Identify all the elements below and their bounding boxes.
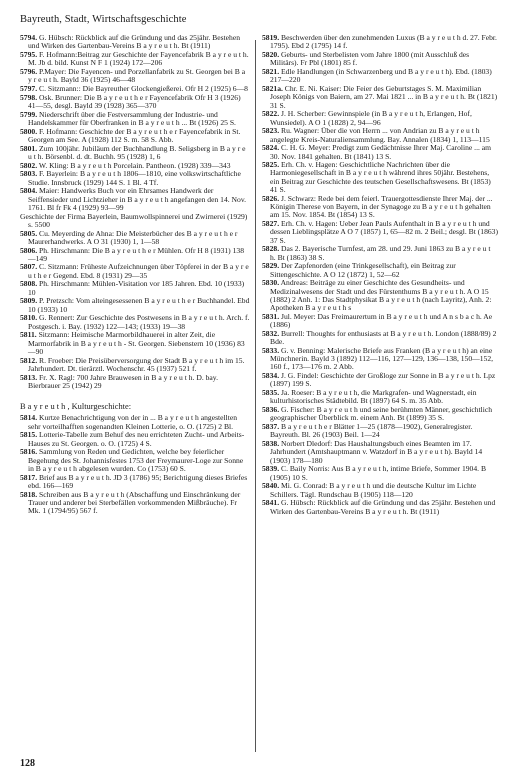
bibliography-entry <box>262 279 498 312</box>
entry-text: Erh. Ch. v. Hagen: Geschichtliche Nachrichten über die Harmoniegesellschaft in B a y r e u t h während ihres 50jähr. Bestehens, ein Beitrag zur Geschichte des teutschen Gesellschaftswesens. Bt (1853) 41 S. <box>270 160 491 195</box>
entry-number: 5834. <box>262 371 280 381</box>
entry-number: 5841. <box>262 498 280 508</box>
bibliography-entry <box>20 128 250 145</box>
entry-number: 5807. <box>20 262 38 272</box>
bibliography-entry <box>20 448 250 473</box>
entry-number: 5803. <box>20 169 38 179</box>
bibliography-entry <box>20 491 250 516</box>
entry-number: 5818. <box>20 489 38 499</box>
bibliography-entry <box>262 423 498 440</box>
entry-text: Beschwerden über den zunehmenden Luxus (B a y r e u t h d. 27. Febr. 1795). Ebd 2 (1795) 14 f. <box>270 33 497 51</box>
bibliography-entry <box>20 263 250 280</box>
entry-number: 5835. <box>262 388 280 398</box>
entry-text: C. Baily Norris: Aus B a y r e u t h, intime Briefe, Sommer 1904. B (1905) 10 S. <box>270 464 487 482</box>
entry-text: J. Schwarz: Rede bei dem feierl. Trauergottesdienste Ihrer Maj. der ... Königin Therese von Bayern, in der Synagoge zu B a y r e u t h gehalten am 15. Nov. 1854. Bt (1854) 13 S. <box>270 193 493 220</box>
entry-text: Geschichte der Firma Bayerlein, Baumwollspinnerei und Zwirnerei (1929) s. 5500 <box>20 211 248 229</box>
bibliography-entry <box>262 245 498 262</box>
entry-text: Erh. Ch. v. Hagen: Ueber Jean Pauls Aufenthalt in B a y r e u t h und dessen Lieblingsplätze A O 7 (1857) 1, 65—82 m. 2 Beil.; desgl. Bt (1863) 37 S. <box>270 219 498 245</box>
bibliography-entry <box>20 474 250 491</box>
entry-text: Edle Handlungen (in Schwarzenberg und B a y r e u t h). Ebd. (1803) 217—220 <box>270 66 492 85</box>
entry-number: 5799. <box>20 109 38 119</box>
bibliography-entry <box>262 406 498 423</box>
bibliography-entry <box>262 465 498 482</box>
bibliography-entry <box>262 330 498 347</box>
bibliography-entry <box>20 247 250 264</box>
bibliography-entry <box>20 68 250 85</box>
entry-number: 5802. <box>20 160 38 170</box>
bibliography-entry <box>20 145 250 162</box>
bibliography-entry <box>262 440 498 465</box>
entry-text: Chr. E. Ni. Kaiser: Die Feier des Geburtstages S. M. Maximilian Joseph Königs von Baiern, am 27. Mai 1821 ... in B a y r e u t h. Bt (1821) 31 S. <box>270 83 498 110</box>
left-entries-economic <box>20 34 250 390</box>
entry-text: Cu. Meyerding de Ahna: Die Meisterbücher des B a y r e u t h e r Maurerhandwerks. A O 31 (1930) 1, 1—58 <box>28 228 238 246</box>
entry-text: Schreiben aus B a y r e u t h (Abschaffung und Einschränkung der Trauer und anderer bei Sterbefällen vorkommenden Mißbräuche). Fr Mk. 1 (1794/95) 567 f. <box>28 489 241 516</box>
entry-number: 5810. <box>20 313 38 323</box>
entry-number: 5838. <box>262 439 280 449</box>
entry-text: G. Fischer: B a y r e u t h und seine berühmten Männer, geschichtlich geographischer Überblick m. einem Anh. Bt (1899) 35 S. <box>270 405 493 423</box>
entry-text: J. H. Scherber: Gewinnspiele (in B a y r e u t h, Erlangen, Hof, Wunsiedel). A O 1 (1828) 2, 94—96 <box>270 109 472 127</box>
bibliography-entry <box>262 220 498 245</box>
section-heading: B a y r e u t h , Kulturgeschichte: <box>20 402 132 412</box>
entry-text: Sammlung von Reden und Gedichten, welche bey feierlicher Begehung des St. Johannisfestes 1753 der Freymaurer-Loge zur Sonne in B a y r e u t h abgelesen wurden. Co (1753) 60 S. <box>28 447 244 473</box>
entry-number: 5829. <box>262 261 280 271</box>
entry-number: 5806. <box>20 245 38 255</box>
right-entries <box>262 34 498 516</box>
entry-text: Zum 100jähr. Jubiläum der Buchhandlung B. Seligsberg in B a y r e u t h. Börsenbl. d. dt. Buchh. 95 (1928) 1, 6 <box>28 143 246 161</box>
entry-number: 5815. <box>20 430 38 440</box>
entry-text: Maier: Handwerks Buch vor ein Ehrsames Handwerk der Seiffensieder und Lichtzieher in B a y r e u t h angefangen den 14. Nov. 1761. Bl fr Fk 4 (1929) 93—99 <box>28 186 247 212</box>
entry-text: Sitzmann: Heimische Marmorbildhauerei in alter Zeit, die Marmorfabrik in B a y r e u t h - St. Georgen. Siebenstern 10 (1936) 83—90 <box>28 330 245 357</box>
entry-text: J. G. Findel: Geschichte der Großloge zur Sonne in B a y r e u t h. Lpz (1897) 199 S. <box>270 371 496 389</box>
left-entries-cultural <box>20 414 250 515</box>
bibliography-entry <box>20 374 250 391</box>
bibliography-entry <box>20 230 250 247</box>
entry-number: 5794. <box>20 33 38 42</box>
bibliography-entry <box>262 482 498 499</box>
page-number: 128 <box>20 758 35 769</box>
entry-text: C. Sitzmann: Früheste Aufzeichnungen über Töpferei in der B a y r e u t h e r Gegend. Ebd. 8 (1931) 29—35 <box>28 262 249 280</box>
bibliography-entry <box>262 68 498 85</box>
bibliography-entry <box>20 111 250 128</box>
entry-text: R. Froeber: Die Preisüberversorgung der Stadt B a y r e u t h im 15. Jahrhundert. Dt. tierärztl. Wochenschr. 45 (1937) 521 f. <box>28 355 245 373</box>
bibliography-entry <box>20 357 250 374</box>
entry-text: Lotterie-Tabelle zum Behuf des neu errichteten Zucht- und Arbeits-Hauses zu St. Georgen. o. O. (1725) 4 S. <box>28 430 245 448</box>
entry-text: G. Hübsch: Rückblick auf die Gründung und das 25jähr. Bestehen und Wirken des Gartenbau-Vereins B a y r e u t h. Bt (1911) <box>28 33 240 51</box>
entry-number: 5819. <box>262 33 280 42</box>
entry-text: Mi. G. Conrad: B a y r e u t h und die deutsche Kultur im Lichte Schillers. Tägl. Rundschau B (1905) 118—120 <box>270 481 477 499</box>
bibliography-entry <box>262 313 498 330</box>
entry-number: 5832. <box>262 328 280 338</box>
entry-number: 5837. <box>262 422 280 432</box>
bibliography-entry <box>20 34 250 51</box>
entry-number: 5805. <box>20 228 38 238</box>
entry-number: 5839. <box>262 464 280 474</box>
bibliography-entry <box>262 262 498 279</box>
entry-text: Geburts- und Sterbelisten vom Jahre 1800 (mit Ausschluß des Militärs). Fr Pbl (1801) 85 f. <box>270 49 470 68</box>
bibliography-entry <box>20 280 250 297</box>
bibliography-entry <box>262 110 498 127</box>
entry-number: 5804. <box>20 186 38 196</box>
entry-text: C. Sitzmann:: Die Bayreuther Glockengießerei. Ofr H 2 (1925) 6—8 <box>39 83 248 93</box>
entry-text: G. Hübsch: Rückblick auf die Gründung und das 25jähr. Bestehen und Wirken des Gartenbau-Vereins B a y r e u t h. Bt (1911) <box>270 498 496 516</box>
entry-text: B a y r e u t h e r Blätter 1—25 (1878—1902), Generalregister. Bayreuth. Bl. 26 (1903) Beil. 1—24 <box>270 422 473 440</box>
bibliography-entry <box>262 127 498 144</box>
entry-text: Brief aus B a y r e u t h. JD 3 (1786) 95; Berichtigung dieses Briefes ebd. 166—169 <box>28 472 248 490</box>
bibliography-entry <box>262 144 498 161</box>
entry-text: G. v. Benning: Malerische Briefe aus Franken (B a y r e u t h) an eine Münchnerin. Bayld 3 (1892) 112—116, 127—129, 136—138, 150—152, 160 f., 173—176 m. 2 Abb. <box>270 345 494 372</box>
entry-text: C. H. G. Meyer: Predigt zum Gedächtnisse Ihrer Maj. Caroline ... am 30. Nov. 1841 gehalten. Bt (1841) 13 S. <box>270 143 492 161</box>
entry-number: 5840. <box>262 481 280 491</box>
entry-number: 5823. <box>262 126 280 136</box>
entry-number: 5801. <box>20 143 38 153</box>
entry-number: 5809. <box>20 296 38 306</box>
entry-text: W. Kling: B a y r e u t h Porcelain. Pantheon. (1928) 339—343 <box>38 160 231 170</box>
entry-number: 5816. <box>20 447 38 457</box>
left-column <box>20 34 250 516</box>
entry-number: 5827. <box>262 219 280 229</box>
bibliography-entry <box>20 51 250 68</box>
entry-number: 5821a. <box>262 83 283 93</box>
bibliography-entry <box>20 414 250 431</box>
bibliography-entry <box>20 170 250 187</box>
entry-number: 5822. <box>262 109 280 119</box>
bibliography-entry <box>262 347 498 372</box>
entry-text: Osk. Brunner: Die B a y r e u t h e r Fayencefabrik Ofr H 3 (1926) 41—55, desgl. Bayld 39 (1928) 365—370 <box>28 92 241 110</box>
bibliography-entry <box>20 213 250 230</box>
bibliography-entry <box>20 431 250 448</box>
entry-text: Ru. Wagner: Über die von Herrn ... von Andrian zu B a y r e u t h angelegte Kreis-Naturaliensammlung. Bay. Annalen (1834) 1, 113—115 <box>270 126 490 144</box>
entry-text: Andreas: Beiträge zu einer Geschichte des Gesundheits- und Medizinalwesens der Stadt und des Fürstenthums B a y r e u t h. A O 15 (1882) 2 Anh. 1: Das Stadtphysikat B a y r e u t h (nach Layritz), Anh. 2: Apotheken B a y r e u t h s <box>270 278 492 313</box>
entry-number: 5798. <box>20 92 38 102</box>
entry-number: 5821. <box>262 66 280 76</box>
bibliography-entry <box>262 34 498 51</box>
bibliography-entry <box>262 195 498 220</box>
bibliography-entry <box>20 94 250 111</box>
entry-text: G. Rennert: Zur Geschichte des Postwesens in B a y r e u t h. Arch. f. Postgesch. i. Bay. (1932) 122—143; (1933) 19—38 <box>28 313 250 331</box>
entry-text: Fr. X. Ragl: 700 Jahre Brauwesen in B a y r e u t h. D. bay. Bierbrauer 25 (1942) 29 <box>28 372 218 390</box>
entry-number: 5796. <box>20 66 38 76</box>
entry-text: Ph. Hirschmann: Die B a y r e u t h e r Mühlen. Ofr H 8 (1931) 138—149 <box>28 245 244 263</box>
entry-text: P.Mayer: Die Fayencen- und Porzellanfabrik zu St. Georgen bei B a y r e u t h. Bayld 36 (1925) 46—48 <box>28 66 246 85</box>
entry-number: 5824. <box>262 143 280 153</box>
entry-text: Norbert Dledorf: Das Haushaltungsbuch eines Beamten im 17. Jahrhundert (Amtshauptmann v. Watzdorf in B a y r e u t h). Bayld 14 (1903) 178—180 <box>270 439 483 465</box>
entry-number: 5812. <box>20 355 38 365</box>
bibliography-entry <box>262 161 498 194</box>
entry-number: 5836. <box>262 405 280 415</box>
entry-text: Kurtze Benachrichtigung von der in ... B a y r e u t h angestellten sehr vorteilhafften sogenandten Kleinen Lotterie, o. O. (1725) 2 Bl. <box>28 413 238 431</box>
entry-number: 5811. <box>20 330 37 340</box>
entry-number: 5830. <box>262 278 280 288</box>
entry-number: 5831. <box>262 311 280 321</box>
entry-number: 5795. <box>20 49 38 59</box>
entry-number: 5826. <box>262 193 280 203</box>
bibliography-entry <box>20 314 250 331</box>
entry-number: 5817. <box>20 472 38 482</box>
entry-text: Ph. Hirschmann: Mühlen-Visitation vor 185 Jahren. Ebd. 10 (1933) 10 <box>28 279 245 297</box>
entry-text: Niederschrift über die Festversammlung der Industrie- und Handelskammer für Oberfranken in B a y r e u t h ... Bt (1926) 25 S. <box>28 109 236 127</box>
column-divider <box>255 40 256 752</box>
entry-number: 5833. <box>262 345 280 355</box>
entry-number: 5825. <box>262 160 280 170</box>
entry-text: Burrell: Thoughts for enthusiasts at B a y r e u t h. London (1888/89) 2 Bde. <box>270 328 497 347</box>
entry-text: Der Zapfenorden (eine Trinkgesellschaft), ein Beitrag zur Sittengeschichte. A O 12 (1872) 1, 52—62 <box>270 261 456 279</box>
bibliography-entry <box>262 389 498 406</box>
bibliography-entry <box>262 499 498 516</box>
entry-number: 5814. <box>20 413 38 423</box>
bibliography-entry <box>20 187 250 212</box>
entry-text: Ja. Roeser: B a y r e u t h, die Markgrafen- und Wagnerstadt, ein kulturhistorisches Städtebild. Bt (1897) 64 S. m. 35 Abb. <box>270 388 477 406</box>
entry-number: 5828. <box>262 244 280 254</box>
bibliography-entry <box>20 297 250 314</box>
bibliography-entry <box>262 372 498 389</box>
entry-text: F. Bayerlein: B a y r e u t h 1806—1810, eine volkswirtschaftliche Studie. Innsbruck (1929) 144 S. 1 Bl. 4 Tf. <box>28 169 241 187</box>
bibliography-entry <box>262 85 498 110</box>
entry-text: P. Pretzsch: Vom alteingesessenen B a y r e u t h e r Buchhandel. Ebd 10 (1933) 10 <box>28 296 250 314</box>
bibliography-entry <box>262 51 498 68</box>
entry-number: 5820. <box>262 49 280 59</box>
entry-number: 5797. <box>20 83 38 93</box>
bibliography-entry <box>20 331 250 356</box>
entry-text: F. Hofmann:Beitrag zur Geschichte der Fayencefabrik B a y r e u t h. M. Jb d. bild. Kunst N F 1 (1924) 172—206 <box>28 49 249 68</box>
entry-text: Jul. Meyer: Das Freimaurertum in B a y r e u t h und A n s b a c h. Ae (1886) <box>270 311 493 330</box>
entry-number: 5800. <box>20 126 38 136</box>
entry-text: F. Hofmann: Geschichte der B a y r e u t h e r Fayencefabrik in St. Georgen am See. A (1928) 112 S. m. 58 S. Abb. <box>28 126 241 144</box>
running-title: Bayreuth, Stadt, Wirtschaftsgeschichte <box>20 14 187 25</box>
entry-number: 5813. <box>20 372 38 382</box>
right-column <box>262 34 498 516</box>
entry-text: Das 2. Bayerische Turnfest, am 28. und 29. Juni 1863 zu B a y r e u t h. Bt (1863) 38 S. <box>270 244 491 262</box>
entry-number: 5808. <box>20 279 38 289</box>
